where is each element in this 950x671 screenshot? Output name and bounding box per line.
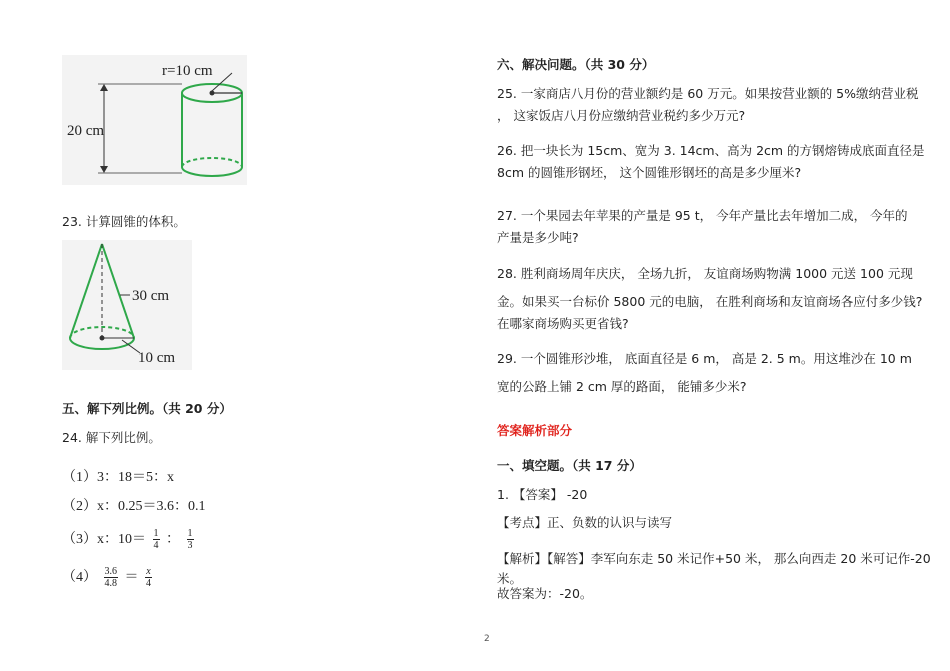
- fraction: [104, 566, 119, 589]
- question-28-line-3: 在哪家商场购买更省钱?: [497, 316, 629, 331]
- equation-3-prefix: （3）x：10＝: [62, 532, 146, 547]
- answer-1-analysis-line-2: 米。: [497, 571, 523, 586]
- answer-section-title: 答案解析部分: [497, 423, 573, 438]
- fraction-denominator: 4: [153, 540, 159, 552]
- equation-4-prefix: （4）: [62, 570, 97, 585]
- ratio-separator: ：: [166, 532, 180, 547]
- question-28-line-2: 金。如果买一台标价 5800 元的电脑， 在胜利商场和友谊商场各应付多少钱?: [497, 294, 923, 309]
- page-number: 2: [484, 634, 490, 644]
- question-24: 24. 解下列比例。: [62, 430, 161, 445]
- equation-3: [62, 528, 197, 551]
- question-27-line-1: 27. 一个果园去年苹果的产量是 95 t， 今年产量比去年增加二成， 今年的: [497, 208, 908, 223]
- answer-1-result: 故答案为：-20。: [497, 586, 593, 601]
- cylinder-height-label: 20 cm: [67, 123, 105, 139]
- question-29-line-1: 29. 一个圆锥形沙堆， 底面直径是 6 m， 高是 2. 5 m。用这堆沙在 10 m: [497, 351, 912, 366]
- question-26-line-1: 26. 把一块长为 15cm、宽为 3. 14cm、高为 2cm 的方钢熔铸成底面直径是: [497, 143, 925, 158]
- answer-1-point: 【考点】正、负数的认识与读写: [497, 515, 673, 530]
- section-6-title: 六、解决问题。（共 30 分）: [497, 57, 655, 72]
- fraction: [187, 528, 194, 551]
- fraction-denominator: 4: [146, 578, 151, 590]
- fraction-denominator: 3: [187, 540, 193, 552]
- question-23: 23. 计算圆锥的体积。: [62, 214, 186, 229]
- question-27-line-2: 产量是多少吨?: [497, 230, 579, 245]
- equation-4: [62, 566, 155, 589]
- question-25-line-2: ， 这家饭店八月份应缴纳营业税约多少万元?: [497, 108, 746, 123]
- fraction-numerator: 3.6: [104, 566, 117, 578]
- equals-sign: ＝: [124, 570, 139, 585]
- answer-1: 1. 【答案】 -20: [497, 487, 588, 502]
- cone-figure: [62, 240, 192, 370]
- cylinder-radius-label: r=10 cm: [162, 63, 213, 79]
- fraction-numerator: 1: [153, 528, 159, 540]
- question-29-line-2: 宽的公路上铺 2 cm 厚的路面， 能铺多少米?: [497, 379, 747, 394]
- section-5-title: 五、解下列比例。（共 20 分）: [62, 401, 232, 416]
- cylinder-figure: [62, 55, 247, 185]
- fraction: [145, 566, 152, 589]
- equation-1: （1）3：18＝5：x: [62, 470, 174, 485]
- equation-2: （2）x：0.25＝3.6：0.1: [62, 499, 206, 514]
- fraction: [153, 528, 160, 551]
- question-26-line-2: 8cm 的圆锥形钢坯， 这个圆锥形钢坯的高是多少厘米?: [497, 165, 802, 180]
- question-28-line-1: 28. 胜利商场周年庆庆， 全场九折， 友谊商场购物满 1000 元送 100 元现: [497, 266, 913, 281]
- answer-1-analysis-line-1: 【解析】【解答】李军向东走 50 米记作+50 米， 那么向西走 20 米可记作-20: [497, 551, 931, 566]
- cone-radius-label: 10 cm: [138, 350, 176, 366]
- cone-slant-label: 30 cm: [132, 288, 170, 304]
- fraction-numerator: x: [146, 566, 151, 578]
- fraction-denominator: 4.8: [104, 578, 117, 590]
- section-1-title: 一、填空题。（共 17 分）: [497, 458, 642, 473]
- question-25-line-1: 25. 一家商店八月份的营业额约是 60 万元。如果按营业额的 5%缴纳营业税: [497, 86, 919, 101]
- fraction-numerator: 1: [187, 528, 193, 540]
